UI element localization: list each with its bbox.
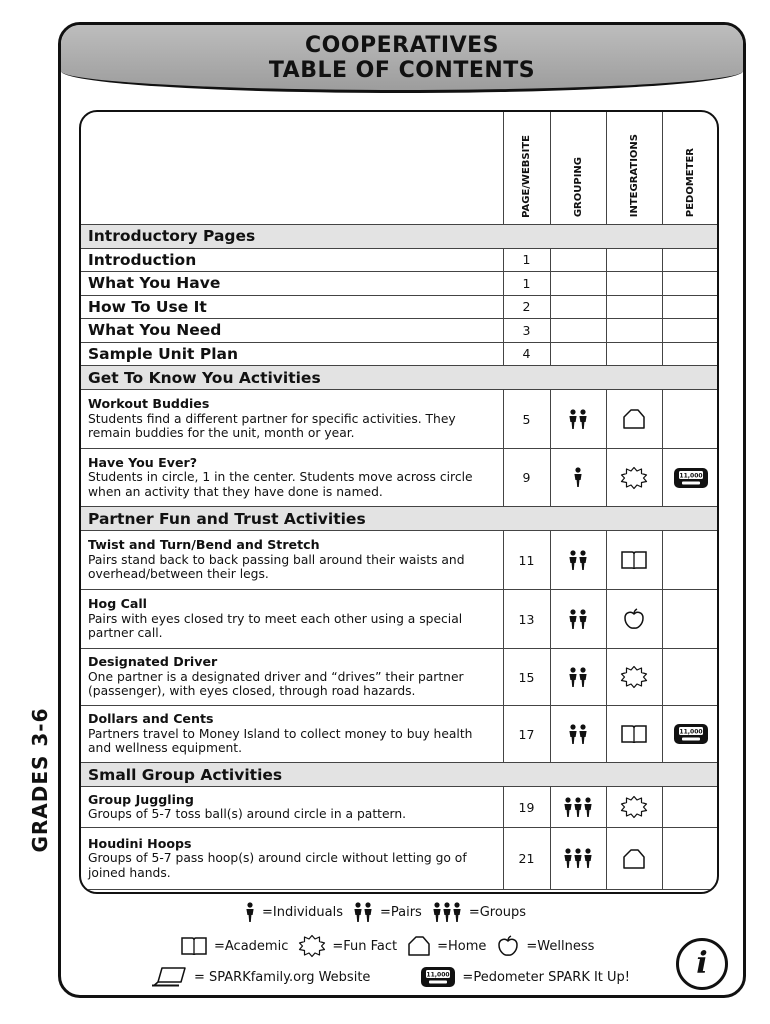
activity-page: 21 bbox=[503, 828, 550, 890]
legend-fun-fact: =Fun Fact bbox=[298, 934, 397, 958]
activity-page: 5 bbox=[503, 390, 550, 449]
activity-description: Groups of 5-7 toss ball(s) around circle in a pattern. bbox=[88, 807, 407, 821]
section-header bbox=[81, 366, 719, 390]
table-row bbox=[81, 295, 719, 319]
col-page-website: PAGE/WEBSITE bbox=[521, 134, 532, 218]
groups-icon bbox=[550, 787, 606, 828]
section-title: Partner Fun and Trust Activities bbox=[81, 507, 719, 531]
table-row bbox=[81, 248, 719, 272]
activity-description: One partner is a designated driver and “drives” their partner (passenger), with eyes closed, through road hazards. bbox=[88, 669, 464, 699]
table-row bbox=[81, 390, 719, 449]
legend-website: = SPARKfamily.org Website bbox=[150, 966, 370, 988]
pairs-icon bbox=[550, 706, 606, 763]
home-icon bbox=[606, 828, 662, 890]
legend-individuals: =Individuals bbox=[245, 902, 343, 923]
pedometer-empty bbox=[662, 531, 719, 590]
fun-fact-icon bbox=[606, 787, 662, 828]
pedometer-icon bbox=[662, 706, 719, 763]
contents-table bbox=[81, 112, 719, 890]
activity-page: 17 bbox=[503, 706, 550, 763]
entry-page: 1 bbox=[503, 272, 550, 296]
table-row bbox=[81, 590, 719, 649]
pedometer-icon bbox=[662, 449, 719, 507]
legend-home: =Home bbox=[407, 935, 486, 957]
entry-page: 4 bbox=[503, 342, 550, 366]
pedometer-empty bbox=[662, 649, 719, 706]
section-title: Get To Know You Activities bbox=[81, 366, 719, 390]
table-row bbox=[81, 531, 719, 590]
book-icon bbox=[180, 936, 211, 956]
pedometer-icon bbox=[420, 966, 459, 988]
home-icon bbox=[606, 390, 662, 449]
pairs-icon bbox=[353, 902, 377, 923]
legend-pedometer: 11,000 =Pedometer SPARK It Up! bbox=[420, 966, 630, 988]
col-pedometer: PEDOMETER bbox=[685, 148, 697, 218]
header-blank bbox=[81, 112, 503, 224]
table-row bbox=[81, 319, 719, 343]
pedometer-empty bbox=[662, 390, 719, 449]
fun-fact-icon bbox=[606, 449, 662, 507]
apple-icon bbox=[606, 590, 662, 649]
book-icon bbox=[606, 706, 662, 763]
svg-text:11,000: 11,000 bbox=[679, 728, 703, 736]
activity-title: Hog Call bbox=[88, 596, 147, 612]
pairs-icon bbox=[550, 649, 606, 706]
entry-name: Introduction bbox=[81, 248, 503, 272]
pairs-icon bbox=[550, 531, 606, 590]
svg-text:11,000: 11,000 bbox=[426, 971, 450, 979]
fun-fact-icon bbox=[606, 649, 662, 706]
page-header bbox=[61, 25, 743, 93]
activity-page: 11 bbox=[503, 531, 550, 590]
legend-groups: =Groups bbox=[432, 902, 526, 923]
activity-page: 19 bbox=[503, 787, 550, 828]
activity-description: Students in circle, 1 in the center. Students move across circle when an activity that they have done is named. bbox=[88, 470, 473, 499]
table-row bbox=[81, 787, 719, 828]
individual-icon bbox=[550, 449, 606, 507]
legend-pairs: =Pairs bbox=[353, 902, 422, 923]
entry-name: What You Need bbox=[81, 319, 503, 343]
activity-page: 13 bbox=[503, 590, 550, 649]
page-title-line2: TABLE OF CONTENTS bbox=[268, 58, 536, 83]
section-header bbox=[81, 224, 719, 248]
activity-description: Groups of 5-7 pass hoop(s) around circle without letting go of joined hands. bbox=[88, 851, 467, 880]
pedometer-empty bbox=[662, 590, 719, 649]
activity-title: Dollars and Cents bbox=[88, 711, 214, 727]
entry-page: 2 bbox=[503, 295, 550, 319]
entry-name: Sample Unit Plan bbox=[81, 342, 503, 366]
contents-table-box bbox=[79, 110, 719, 894]
info-icon[interactable]: i bbox=[676, 938, 728, 990]
entry-name: How To Use It bbox=[81, 295, 503, 319]
table-row bbox=[81, 449, 719, 507]
entry-page: 3 bbox=[503, 319, 550, 343]
table-row bbox=[81, 706, 719, 763]
pedometer-empty bbox=[662, 787, 719, 828]
activity-title: Designated Driver bbox=[88, 654, 218, 670]
svg-text:11,000: 11,000 bbox=[679, 472, 703, 479]
section-header bbox=[81, 763, 719, 787]
activity-title: Houdini Hoops bbox=[88, 835, 192, 851]
table-row bbox=[81, 649, 719, 706]
activity-description: Pairs stand back to back passing ball around their waists and overhead/between their legs. bbox=[88, 552, 465, 582]
activity-description: Partners travel to Money Island to collect money to buy health and wellness equipment. bbox=[88, 726, 473, 756]
activity-page: 9 bbox=[503, 449, 550, 507]
section-title: Introductory Pages bbox=[81, 224, 719, 248]
activity-title: Group Juggling bbox=[88, 791, 194, 807]
activity-description: Students find a different partner for specific activities. They remain buddies for the unit, month or year. bbox=[88, 411, 456, 441]
page-title-line1: COOPERATIVES bbox=[304, 33, 500, 58]
home-icon bbox=[407, 935, 434, 957]
grades-label: GRADES 3-6 bbox=[28, 707, 52, 853]
col-grouping: GROUPING bbox=[572, 157, 584, 218]
groups-icon bbox=[550, 828, 606, 890]
table-row bbox=[81, 828, 719, 890]
laptop-icon bbox=[150, 966, 191, 988]
pairs-icon bbox=[550, 390, 606, 449]
legend-academic: =Academic bbox=[180, 936, 288, 956]
table-row bbox=[81, 342, 719, 366]
activity-title: Have You Ever? bbox=[88, 454, 198, 470]
section-header bbox=[81, 507, 719, 531]
entry-page: 1 bbox=[503, 248, 550, 272]
legend-wellness: =Wellness bbox=[496, 934, 594, 958]
individual-icon bbox=[245, 902, 259, 923]
entry-name: What You Have bbox=[81, 272, 503, 296]
book-icon bbox=[606, 531, 662, 590]
pairs-icon bbox=[550, 590, 606, 649]
groups-icon bbox=[432, 902, 466, 923]
table-row bbox=[81, 272, 719, 296]
activity-page: 15 bbox=[503, 649, 550, 706]
fun-fact-icon bbox=[298, 934, 329, 958]
col-integrations: INTEGRATIONS bbox=[628, 134, 640, 218]
apple-icon bbox=[496, 934, 523, 958]
activity-title: Twist and Turn/Bend and Stretch bbox=[88, 537, 320, 553]
section-title: Small Group Activities bbox=[81, 763, 719, 787]
pedometer-empty bbox=[662, 828, 719, 890]
activity-title: Workout Buddies bbox=[88, 396, 210, 412]
activity-description: Pairs with eyes closed try to meet each other using a special partner call. bbox=[88, 611, 463, 641]
